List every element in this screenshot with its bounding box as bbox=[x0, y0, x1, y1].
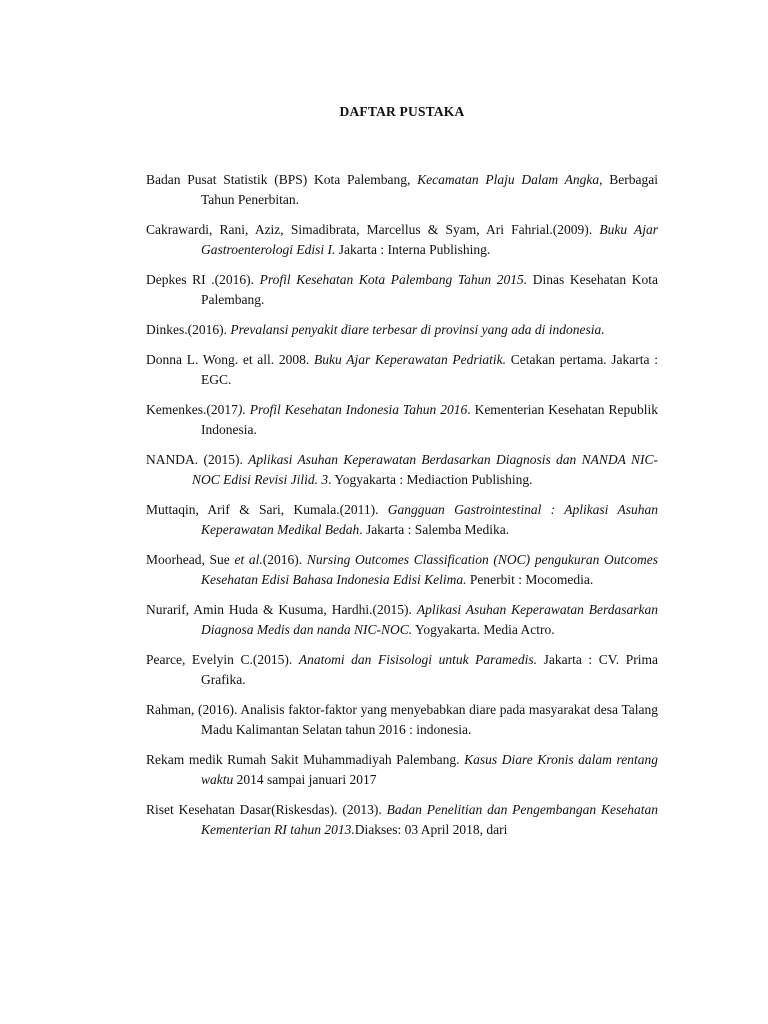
reference-item bbox=[146, 350, 658, 390]
reference-text: Diakses: 03 April 2018, dari bbox=[354, 822, 508, 837]
reference-title: Buku Ajar Keperawatan Pedriatik. bbox=[314, 352, 507, 367]
reference-title: Kasus Diare Kronis dalam rentang waktu bbox=[201, 752, 659, 787]
reference-title: Kecamatan Plaju Dalam Angka, bbox=[417, 172, 603, 187]
reference-item bbox=[146, 450, 658, 490]
reference-text: NANDA. (2015). bbox=[146, 452, 249, 467]
reference-item bbox=[146, 170, 658, 210]
reference-title: Aplikasi Asuhan Keperawatan Berdasarkan Diagnosis dan NANDA NIC-NOC Edisi Revisi Jilid. 3 bbox=[192, 452, 658, 487]
reference-text: Cakrawardi, Rani, Aziz, Simadibrata, Marcellus & Syam, Ari Fahrial.(2009). bbox=[146, 222, 600, 237]
reference-item bbox=[146, 550, 658, 590]
reference-text: Penerbit : Mocomedia. bbox=[466, 572, 594, 587]
reference-text: Depkes RI .(2016). bbox=[146, 272, 260, 287]
reference-text: Berbagai Tahun Penerbitan. bbox=[201, 172, 658, 207]
reference-text: 2014 sampai januari 2017 bbox=[233, 772, 377, 787]
reference-item bbox=[146, 270, 658, 310]
reference-item bbox=[146, 800, 658, 840]
reference-text: Cetakan pertama. Jakarta : EGC. bbox=[201, 352, 658, 387]
reference-title: et al. bbox=[234, 552, 263, 567]
reference-text: Rahman, (2016). Analisis faktor-faktor yang menyebabkan diare pada masyarakat desa Talang Madu Kalimantan Selatan tahun 2016 : indonesia. bbox=[146, 702, 658, 737]
reference-list bbox=[146, 170, 658, 850]
reference-item bbox=[146, 600, 658, 640]
reference-item bbox=[146, 700, 658, 740]
reference-text: Riset Kesehatan Dasar(Riskesdas). (2013). bbox=[146, 802, 387, 817]
reference-text: Kemenkes.(2017 bbox=[146, 402, 238, 417]
reference-text: Jakarta : CV. Prima Grafika. bbox=[201, 652, 658, 687]
reference-text: Donna L. Wong. et all. 2008. bbox=[146, 352, 314, 367]
reference-title: ). Profil Kesehatan Indonesia Tahun 2016 bbox=[237, 402, 468, 417]
reference-text: . Kementerian Kesehatan Republik Indonesia. bbox=[201, 402, 658, 437]
reference-title: Profil Kesehatan Kota Palembang Tahun 2015. bbox=[259, 272, 528, 287]
reference-text: Moorhead, Sue bbox=[146, 552, 235, 567]
reference-item bbox=[146, 320, 658, 340]
reference-title: Buku Ajar Gastroenterologi Edisi I. bbox=[201, 222, 658, 257]
reference-item bbox=[146, 500, 658, 540]
reference-item bbox=[146, 400, 658, 440]
reference-text: . Yogyakarta : Mediaction Publishing. bbox=[328, 472, 533, 487]
reference-text: Dinkes.(2016). bbox=[146, 322, 231, 337]
reference-text: . Jakarta : Salemba Medika. bbox=[359, 522, 510, 537]
reference-item bbox=[146, 220, 658, 260]
reference-text: Jakarta : Interna Publishing. bbox=[335, 242, 491, 257]
reference-text: Badan Pusat Statistik (BPS) Kota Palembang, bbox=[146, 172, 418, 187]
reference-title: Nursing Outcomes Classification (NOC) pengukuran Outcomes Kesehatan Edisi Bahasa Indonesia Edisi Kelima. bbox=[201, 552, 659, 587]
reference-title: Anatomi dan Fisisologi untuk Paramedis. bbox=[298, 652, 538, 667]
reference-text: Dinas Kesehatan Kota Palembang. bbox=[201, 272, 658, 307]
reference-text: Nurarif, Amin Huda & Kusuma, Hardhi.(2015). bbox=[146, 602, 417, 617]
reference-text: Yogyakarta. Media Actro. bbox=[412, 622, 555, 637]
reference-text: Rekam medik Rumah Sakit Muhammadiyah Palembang. bbox=[146, 752, 465, 767]
reference-title: Badan Penelitian dan Pengembangan Kesehatan Kementerian RI tahun 2013. bbox=[201, 802, 658, 837]
reference-title: Aplikasi Asuhan Keperawatan Berdasarkan Diagnosa Medis dan nanda NIC-NOC. bbox=[201, 602, 658, 637]
reference-item bbox=[146, 750, 658, 790]
reference-item bbox=[146, 650, 658, 690]
reference-text: Muttaqin, Arif & Sari, Kumala.(2011). bbox=[146, 502, 388, 517]
reference-text: (2016). bbox=[262, 552, 307, 567]
page-title: DAFTAR PUSTAKA bbox=[339, 104, 465, 119]
reference-title: Gangguan Gastrointestinal : Aplikasi Asuhan Keperawatan Medikal Bedah bbox=[201, 502, 659, 537]
reference-text: Pearce, Evelyin C.(2015). bbox=[146, 652, 299, 667]
reference-title: Prevalansi penyakit diare terbesar di provinsi yang ada di indonesia. bbox=[230, 322, 605, 337]
